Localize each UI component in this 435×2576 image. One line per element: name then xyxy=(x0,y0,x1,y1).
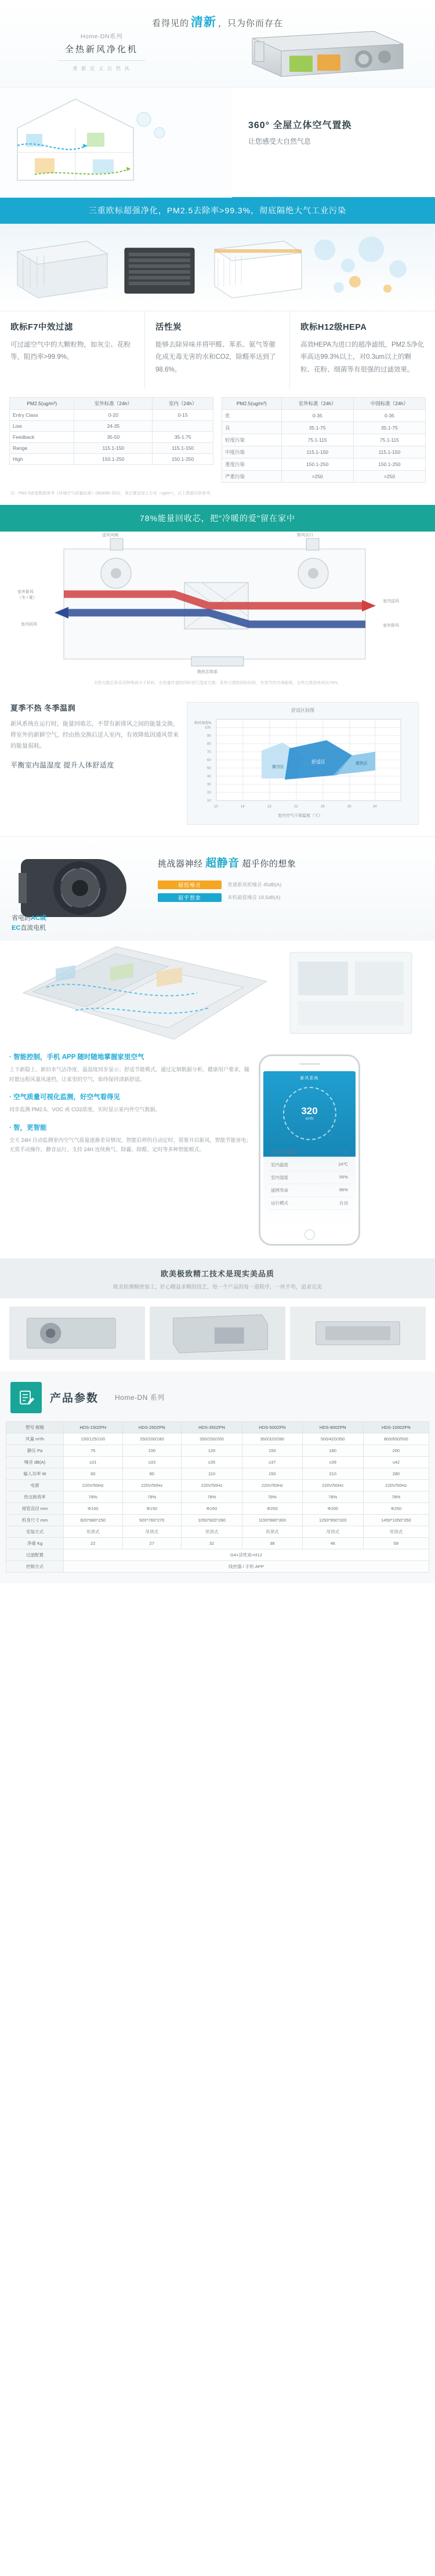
cell: 32 xyxy=(182,1537,242,1549)
svg-text:微冷区: 微冷区 xyxy=(272,765,284,769)
cell: 吊顶式 xyxy=(363,1526,429,1537)
cell: 150.1-250 xyxy=(153,453,213,464)
table-row xyxy=(6,1560,429,1572)
spec-header-cell: HDS-1000ZPN xyxy=(363,1421,429,1433)
svg-text:相对湿度%: 相对湿度% xyxy=(194,721,212,725)
cell: 24-35 xyxy=(74,420,153,431)
app-feature xyxy=(9,1052,253,1084)
app-feature-title: · 智能控制，手机 APP 随时随地掌握家里空气 xyxy=(9,1053,144,1061)
cell: 吊顶式 xyxy=(182,1526,242,1537)
noise-bar-note: 普通新风机噪音 45dB(A) xyxy=(227,882,282,888)
list-item[interactable] xyxy=(269,1184,350,1197)
noise-bar-row xyxy=(158,893,422,902)
spec-header-cell: HDS-250ZPN xyxy=(122,1421,182,1433)
airflow-dial[interactable] xyxy=(283,1087,336,1140)
cell: 150.1-250 xyxy=(281,458,353,470)
cell: 35-1.75 xyxy=(153,431,213,442)
airflow-diagram xyxy=(0,88,232,198)
cell: 350/250/200 xyxy=(182,1433,242,1445)
svg-text:30: 30 xyxy=(347,805,351,809)
cell: ≤31 xyxy=(64,1456,123,1468)
cell: 115.1-150 xyxy=(281,446,353,458)
cell: 80 xyxy=(122,1468,182,1479)
cell: 150 xyxy=(242,1468,302,1479)
product-photo-3 xyxy=(290,1307,426,1360)
cell: 800/650/500 xyxy=(363,1433,429,1445)
cell: 115.1-150 xyxy=(153,442,213,453)
cell: 150/125/100 xyxy=(64,1433,123,1445)
comfort-chart-section xyxy=(0,693,435,836)
svg-text:20: 20 xyxy=(207,791,211,795)
unit-photo xyxy=(229,21,415,82)
cell: 线控器 / 手机 APP xyxy=(64,1560,429,1572)
table-pm10 xyxy=(222,397,426,483)
svg-text:送风风阀: 送风风阀 xyxy=(102,533,118,537)
cell: 重度污染 xyxy=(222,458,282,470)
app-status-title: 新风系统 xyxy=(300,1076,319,1080)
filter-title: 欧标H12级HEPA xyxy=(300,323,367,332)
stat-value: 24℃ xyxy=(338,1161,348,1167)
table-row xyxy=(222,409,426,421)
cell: 280 xyxy=(363,1468,429,1479)
cell: 中度污染 xyxy=(222,446,282,458)
heat-exchange-diagram xyxy=(0,532,435,676)
cell: 风量 m³/h xyxy=(6,1433,64,1445)
motor-caption xyxy=(12,914,46,934)
svg-text:100: 100 xyxy=(205,726,211,730)
cell: 350/320/280 xyxy=(242,1433,302,1445)
table-row xyxy=(6,1549,429,1560)
table-row xyxy=(6,1433,429,1445)
list-item[interactable] xyxy=(269,1171,350,1184)
cell: 220V/50Hz xyxy=(182,1479,242,1491)
params-subtitle: Home-DN 系列 xyxy=(115,1393,165,1402)
cell: G4+活性炭+H12 xyxy=(64,1549,429,1560)
stat-key: 室内湿度 xyxy=(271,1174,288,1180)
noise-bars xyxy=(158,881,422,902)
svg-text:50: 50 xyxy=(207,766,211,770)
comfort-subheading: 平衡室内温湿度 提升人体舒适度 xyxy=(10,761,114,769)
cell: 220V/50Hz xyxy=(122,1479,182,1491)
hero-brand-cn: 全热新风净化机 xyxy=(64,45,138,54)
params-header xyxy=(0,1371,435,1421)
cell: ≤37 xyxy=(242,1456,302,1468)
hero-title-highlight: 清新 xyxy=(191,16,216,29)
cell: 吊顶式 xyxy=(242,1526,302,1537)
noise-bar-low: 超低噪音 xyxy=(158,881,222,889)
app-feature-title: · 智，更智能 xyxy=(9,1124,47,1131)
table-header-cell: 中国标准（24h） xyxy=(353,397,425,409)
stat-key: 室内空气质量 xyxy=(271,1149,297,1155)
cell: 安装方式 xyxy=(6,1526,64,1537)
app-stat-list xyxy=(263,1140,356,1210)
cell: 静压 Pa xyxy=(6,1445,64,1456)
cell: 78% xyxy=(242,1491,302,1502)
cell: 0-15 xyxy=(153,409,213,420)
cell: 100 xyxy=(122,1445,182,1456)
table-row xyxy=(10,453,213,464)
filter-title: 活性炭 xyxy=(155,323,182,332)
svg-text:微热区: 微热区 xyxy=(356,761,368,766)
stat-value: 55% xyxy=(339,1174,348,1180)
cell: Φ200 xyxy=(242,1502,302,1514)
cell: 过滤配置 xyxy=(6,1549,64,1560)
spec-header-cell: HDS-150ZPN xyxy=(64,1421,123,1433)
app-feature-title: · 空气质量可视化监测，好空气看得见 xyxy=(9,1094,121,1101)
table-header-cell: 室内（24h） xyxy=(153,397,213,409)
cell: Low xyxy=(10,420,74,431)
stat-value: 优 xyxy=(343,1149,348,1155)
cell: 控制方式 xyxy=(6,1560,64,1572)
cell: 820*680*250 xyxy=(64,1514,123,1526)
spec-header-cell: HDS-350ZPN xyxy=(182,1421,242,1433)
spec-header-cell: 型号 规格 xyxy=(6,1421,64,1433)
app-feature-list xyxy=(9,1052,253,1246)
params-title: 产品参数 xyxy=(50,1392,99,1405)
cell: Feedback xyxy=(10,431,74,442)
comfort-chart xyxy=(187,702,419,825)
motor-caption-line2: 直流电机 xyxy=(20,925,46,932)
cell: 75.1-115 xyxy=(281,434,353,446)
filter-col-f7 xyxy=(0,311,145,389)
cell: 机身尺寸 mm xyxy=(6,1514,64,1526)
cell: 27 xyxy=(122,1537,182,1549)
filter-title: 欧标F7中效过滤 xyxy=(10,323,73,332)
cell: Φ200 xyxy=(302,1502,363,1514)
cell: ≤42 xyxy=(363,1456,429,1468)
cell: Entry Class xyxy=(10,409,74,420)
cell: 1450*1050*350 xyxy=(363,1514,429,1526)
section-360-heading: 360° 全屋立体空气置换 xyxy=(248,121,352,130)
cell: 220V/50Hz xyxy=(64,1479,123,1491)
product-photo-row xyxy=(0,1298,435,1371)
table-header-cell: 室外标准（24h） xyxy=(74,397,153,409)
cell: 78% xyxy=(122,1491,182,1502)
svg-text:室外排风: 室外排风 xyxy=(383,623,399,628)
svg-text:60: 60 xyxy=(207,758,211,762)
table-row xyxy=(222,434,426,446)
filter-text: 高效HEPA为进口的超净滤纸，PM2.5净化率高达99.3%以上，对0.3um以上的颗粒、花粉、细菌等有很强的过滤效果。 xyxy=(300,341,425,373)
stat-value: 自动 xyxy=(339,1200,348,1206)
table-row xyxy=(6,1456,429,1468)
cell: 吊顶式 xyxy=(64,1526,123,1537)
app-section xyxy=(0,1045,435,1258)
cell: 1250*950*320 xyxy=(302,1514,363,1526)
section-360 xyxy=(0,87,435,197)
cell: 150 xyxy=(242,1445,302,1456)
svg-text:室内空气干球温度（℃）: 室内空气干球温度（℃） xyxy=(278,813,322,818)
chart-title: 舒适区间图 xyxy=(291,707,314,713)
quiet-fan-section xyxy=(0,836,435,941)
table-row xyxy=(10,431,213,442)
table-row xyxy=(222,421,426,434)
spec-header-cell: HDS-800ZPN xyxy=(302,1421,363,1433)
section-360-text xyxy=(248,118,422,147)
svg-text:26: 26 xyxy=(321,805,325,809)
hero-brand-block xyxy=(35,32,168,72)
filter-col-hepa xyxy=(290,311,435,389)
cell: High xyxy=(10,453,74,464)
document-icon xyxy=(10,1382,42,1413)
svg-text:18: 18 xyxy=(267,805,271,809)
list-item[interactable] xyxy=(269,1159,350,1171)
cell: 115.1-150 xyxy=(353,446,425,458)
cell: Φ150 xyxy=(64,1502,123,1514)
spec-header-cell: HDS-500ZPN xyxy=(242,1421,302,1433)
craftsmanship-title: 欧美极致精工技术是现实美品质 xyxy=(160,1269,274,1278)
table-row xyxy=(6,1502,429,1514)
cell: 180 xyxy=(302,1445,363,1456)
cell: 115.1-150 xyxy=(74,442,153,453)
cell: 78% xyxy=(64,1491,123,1502)
cell: 46 xyxy=(302,1537,363,1549)
svg-text:90: 90 xyxy=(207,734,211,738)
cell: 严重污染 xyxy=(222,470,282,482)
quiet-headline-post: 超乎你的想象 xyxy=(239,858,296,869)
table-header-cell: PM2.5(ug/m³) xyxy=(10,397,74,409)
table-pm25 xyxy=(9,397,213,483)
table-row xyxy=(6,1445,429,1456)
cell: 吊顶式 xyxy=(302,1526,363,1537)
table-row xyxy=(6,1526,429,1537)
cell: 22 xyxy=(64,1537,123,1549)
cell: 0-35 xyxy=(281,409,353,421)
cell: 110 xyxy=(182,1468,242,1479)
spec-table xyxy=(6,1421,429,1573)
stat-key: 室内温度 xyxy=(271,1162,288,1167)
airflow-unit: m³/h xyxy=(305,1116,314,1121)
filter-text: 可过滤空气中的大颗粒物，如灰尘、花粉等，阻挡率>99.9%。 xyxy=(10,341,130,361)
cell: 250/200/180 xyxy=(122,1433,182,1445)
cell: 210 xyxy=(302,1468,363,1479)
section-360-desc: 让您感受大自然气息 xyxy=(248,137,311,145)
cell: 接管直径 mm xyxy=(6,1502,64,1514)
svg-text:室外新风: 室外新风 xyxy=(17,590,34,594)
comfort-body: 新风系统在运行时，能量回收芯，不带有新排风之间的能量交换，将室外的新鲜空气，经由热交换后送入室内，有效降低因通风带来的能量损耗。 xyxy=(10,721,179,749)
svg-text:70: 70 xyxy=(207,750,211,754)
craftsmanship-sub: 欧美检测精密加工，匠心精益求精的技艺，每一个产品的每一道程序，一丝不苟，追求完美 xyxy=(113,1283,322,1290)
app-feature xyxy=(9,1123,253,1155)
app-feature-text: 同步监测 PM2.5、VOC 或 CO2浓度，实时显示室内外空气数据。 xyxy=(9,1107,161,1113)
cell: Range xyxy=(10,442,74,453)
hero-tagline: 重 新 定 义 自 然 风 xyxy=(72,66,130,71)
cell: >250 xyxy=(353,470,425,482)
cell: 35-50 xyxy=(74,431,153,442)
product-photo-1 xyxy=(9,1307,145,1360)
cell: 良 xyxy=(222,421,282,434)
cell xyxy=(153,420,213,431)
svg-text:40: 40 xyxy=(207,774,211,778)
comfort-text xyxy=(10,702,179,770)
phone-screen[interactable] xyxy=(263,1071,356,1227)
svg-text:80: 80 xyxy=(207,742,211,746)
house-cutaway xyxy=(0,941,435,1045)
table-row xyxy=(6,1514,429,1526)
cell: 920*760*270 xyxy=(122,1514,182,1526)
cell: 120 xyxy=(182,1445,242,1456)
list-item[interactable] xyxy=(269,1146,350,1159)
svg-text:14: 14 xyxy=(241,805,245,809)
motor-caption-pre: 省电的 xyxy=(12,914,31,922)
cell: 输入功率 W xyxy=(6,1468,64,1479)
table-footnote: 注：PM2.5浓度数据参考《环境空气质量标准》GB3095-2012，单位微克每立方米（ug/m³），以上数据仅供参考。 xyxy=(10,491,215,496)
table-row xyxy=(10,442,213,453)
cell: 热交换效率 xyxy=(6,1491,64,1502)
cell: 净重 Kg xyxy=(6,1537,64,1549)
hero-brand-en: Home-DN系列 xyxy=(80,33,123,40)
cell: ≤35 xyxy=(182,1456,242,1468)
spec-table-section xyxy=(0,1421,435,1583)
cell: 1150*880*300 xyxy=(242,1514,302,1526)
cell: 75.1-115 xyxy=(353,434,425,446)
stat-value: 86% xyxy=(339,1187,348,1192)
banner-purification: 三重欧标超强净化，PM2.5去除率>99.3%，彻底隔绝大气工业污染 xyxy=(0,197,435,224)
svg-text:34: 34 xyxy=(373,805,377,809)
cell: >250 xyxy=(281,470,353,482)
motor-caption-hl: AC或 xyxy=(31,914,46,922)
cell: 78% xyxy=(182,1491,242,1502)
filter-text: 能够去除异味并将甲醛、苯系、氨气等催化成无毒无害的水和CO2，除醛率达到了98.6%。 xyxy=(155,341,276,373)
cell: ≤33 xyxy=(122,1456,182,1468)
cell: 35.1-75 xyxy=(353,421,425,434)
cell: 轻度污染 xyxy=(222,434,282,446)
cell: 0-35 xyxy=(353,409,425,421)
quiet-claims xyxy=(158,854,422,906)
hero-title-pre: 看得见的 xyxy=(151,19,189,28)
cell: 220V/50Hz xyxy=(363,1479,429,1491)
cell: 78% xyxy=(302,1491,363,1502)
phone-speaker xyxy=(299,1063,320,1065)
table-row xyxy=(10,409,213,420)
cell: Φ250 xyxy=(363,1502,429,1514)
table-row xyxy=(6,1468,429,1479)
cell: 58 xyxy=(363,1537,429,1549)
svg-text:22: 22 xyxy=(294,805,298,809)
app-feature xyxy=(9,1092,253,1115)
cell: 150.1-250 xyxy=(353,458,425,470)
motor-caption-hl2: EC xyxy=(12,925,21,932)
svg-text:10: 10 xyxy=(214,805,218,809)
craftsmanship-band xyxy=(0,1258,435,1298)
heat-exchange-caption: 全热交换芯体采用特殊高分子材料，在热量传递的同时进行湿度交换，显热与潜热同时回收，有效节约空调能耗，全热交换效率高达78%。 xyxy=(93,681,342,685)
table-header-cell: 室外标准（24h） xyxy=(281,397,353,409)
cell: 60 xyxy=(64,1468,123,1479)
product-photo-2 xyxy=(150,1307,285,1360)
cell: 38 xyxy=(242,1537,302,1549)
hero-section xyxy=(0,0,435,87)
cell: 75 xyxy=(64,1445,123,1456)
cell: 78% xyxy=(363,1491,429,1502)
cell: 150.1-250 xyxy=(74,453,153,464)
cell: ≤39 xyxy=(302,1456,363,1468)
noise-bar-row xyxy=(158,881,422,889)
svg-text:10: 10 xyxy=(207,799,211,803)
table-row xyxy=(6,1479,429,1491)
table-row xyxy=(222,470,426,482)
cell: 电源 xyxy=(6,1479,64,1491)
comfort-heading: 夏季不热 冬季温润 xyxy=(10,703,76,712)
list-item[interactable] xyxy=(269,1197,350,1210)
cell: 500/420/350 xyxy=(302,1433,363,1445)
table-row xyxy=(6,1537,429,1549)
cell: 优 xyxy=(222,409,282,421)
svg-text:（冬 / 夏）: （冬 / 夏） xyxy=(17,595,37,600)
cell: 吊顶式 xyxy=(122,1526,182,1537)
filter-col-carbon xyxy=(145,311,290,389)
table-row xyxy=(222,446,426,458)
stat-key: 滤网寿命 xyxy=(271,1187,288,1193)
table-header-cell: PM2.5(ug/m³) xyxy=(222,397,282,409)
aqi-tables xyxy=(0,389,435,489)
quiet-headline xyxy=(158,854,422,870)
svg-text:室内送风: 室内送风 xyxy=(383,599,399,603)
stat-key: 运行模式 xyxy=(271,1200,288,1206)
cell: Φ150 xyxy=(122,1502,182,1514)
filter-visual xyxy=(0,224,435,311)
table-row xyxy=(10,420,213,431)
cell: 200 xyxy=(363,1445,429,1456)
cell: 35.1-75 xyxy=(281,421,353,434)
svg-text:换热芯体部: 换热芯体部 xyxy=(197,670,217,674)
home-button[interactable] xyxy=(304,1229,315,1240)
app-feature-text: 全天 24H 自动监测室内空气气质量逐渐差异情况，智能启停的自动定时，需要开启新风，智能节能省电；无需手动操作，静音运行。支持 24H 连续换气、除霾、除醛、定时等多种智能模式。 xyxy=(9,1137,252,1153)
cell: 噪音 dB(A) xyxy=(6,1456,64,1468)
table-row xyxy=(222,458,426,470)
cell: 1050*820*280 xyxy=(182,1514,242,1526)
svg-text:排风出口: 排风出口 xyxy=(297,533,313,537)
banner-heat-recovery: 78%能量回收芯，把"冷暖的爱"留在家中 xyxy=(0,505,435,532)
phone-mockup xyxy=(259,1054,360,1246)
app-feature-text: 上下新隐上、新旧水气洁净度、温湿度同步显示；舒适节能模式，通过定制数据分析，健康用户要求，随时能远程风量风速档，让家里的空气，始终保持清新舒适。 xyxy=(9,1066,250,1082)
quiet-headline-pre: 挑战器神经 xyxy=(158,858,206,869)
hero-title-post: ，只为你而存在 xyxy=(218,19,284,28)
cell: 220V/50Hz xyxy=(242,1479,302,1491)
cell: 220V/50Hz xyxy=(302,1479,363,1491)
svg-text:舒适区: 舒适区 xyxy=(311,759,325,765)
svg-text:30: 30 xyxy=(207,783,211,787)
divider xyxy=(58,60,145,61)
table-row xyxy=(6,1491,429,1502)
noise-bar-ultra: 超乎想象 xyxy=(158,893,222,902)
svg-text:室内回风: 室内回风 xyxy=(21,622,37,627)
airflow-value: 320 xyxy=(301,1105,318,1116)
table-header-row xyxy=(6,1421,429,1433)
quiet-headline-highlight: 超静音 xyxy=(205,857,240,869)
cell: Φ160 xyxy=(182,1502,242,1514)
noise-bar-note: 本机最低噪音 19.5dB(A) xyxy=(227,894,281,901)
filter-columns xyxy=(0,311,435,389)
cell: 0-20 xyxy=(74,409,153,420)
